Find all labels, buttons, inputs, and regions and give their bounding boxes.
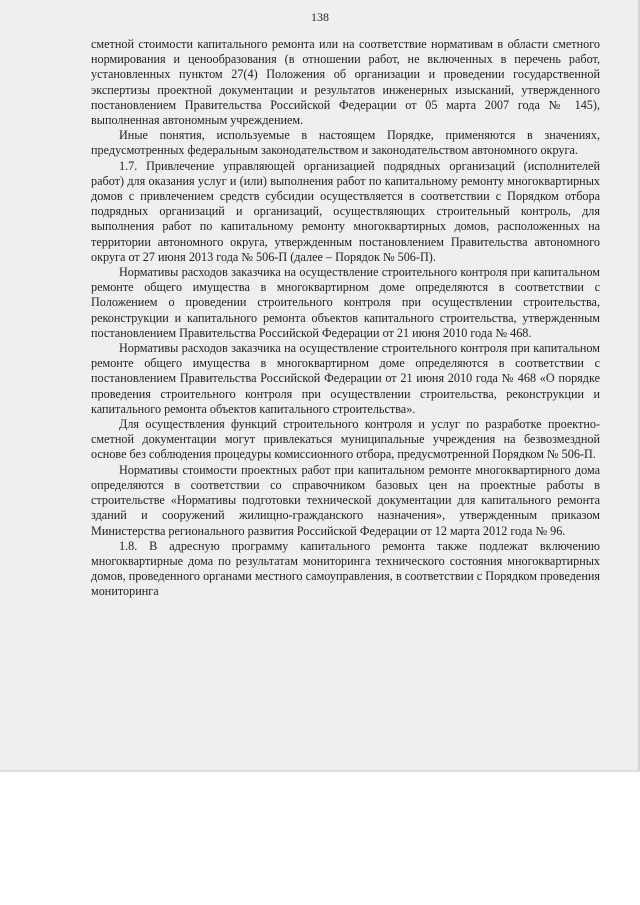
paragraph-municipal-institutions: Для осуществления функций строительного контроля и услуг по разработке проектно-сметной документации могут привлекаться муниципальные учреждения на безвозмездной основе без соблюдения процедуры комиссионного отбора, предусмотренной Порядком № 506-П. — [91, 417, 600, 462]
scan-edge-shadow — [0, 770, 640, 773]
document-body — [91, 37, 600, 600]
paragraph-1-8-address-program: 1.8. В адресную программу капитального ремонта также подлежат включению многоквартирные дома по результатам мониторинга технического состояния многоквартирных домов, проведенного органами местного самоуправления, в соответствии с Порядком проведения мониторинга — [91, 538, 600, 599]
paragraph-other-terms: Иные понятия, используемые в настоящем Порядке, применяются в значениях, предусмотренных федеральным законодательством и законодательством автономного округа. — [91, 128, 600, 158]
paragraph-1-7-contractors: 1.7. Привлечение управляющей организацией подрядных организаций (исполнителей работ) для оказания услуг и (или) выполнения работ по капитальному ремонту многоквартирных домов с привлечением средств субсидии осуществляется в соответствии с Порядком отбора подрядных организаций и организаций, осуществляющих строительный контроль, для выполнения работ по капитальному ремонту многоквартирных домов, расположенных на территории автономного округа, утвержденным постановлением Правительства автономного округа от 27 июня 2013 года № 506-П (далее – Порядок № 506-П). — [91, 158, 600, 264]
page-number: 138 — [311, 10, 329, 24]
paragraph-estimate-verification: сметной стоимости капитального ремонта или на соответствие нормативам в области сметного нормирования и ценообразования (в отношении работ, не включенных в перечень работ, установленных пунктом 27(4) Положения об организации и проведении государственной экспертизы проектной документации и результатов инженерных изысканий, утвержденного постановлением Правительства Российской Федерации от 05 марта 2007 года № 145), выполненная автономным учреждением. — [91, 37, 600, 128]
paragraph-design-work-norms: Нормативы стоимости проектных работ при капитальном ремонте многоквартирного дома определяются в соответствии со справочником базовых цен на проектные работы в строительстве «Нормативы подготовки технической документации для капитального ремонта зданий и сооружений жилищно-гражданского назначения», утвержденным приказом Министерства регионального развития Российской Федерации от 12 марта 2012 года № 96. — [91, 462, 600, 538]
paragraph-construction-control-norms: Нормативы расходов заказчика на осуществление строительного контроля при капитальном ремонте общего имущества в многоквартирном доме определяются в соответствии с Положением о проведении строительного контроля при осуществлении строительства, реконструкции и капитального ремонта объектов капитального строительства, утвержденным постановлением Правительства Российской Федерации от 21 июня 2010 года № 468. — [91, 265, 600, 340]
paragraph-construction-control-norms-468: Нормативы расходов заказчика на осуществление строительного контроля при капитальном ремонте общего имущества в многоквартирном доме определяются в соответствии с постановлением Правительства Российской Федерации от 21 июня 2010 года № 468 «О порядке проведения строительного контроля при осуществлении строительства, реконструкции и капитального ремонта объектов капитального строительства». — [91, 341, 600, 416]
